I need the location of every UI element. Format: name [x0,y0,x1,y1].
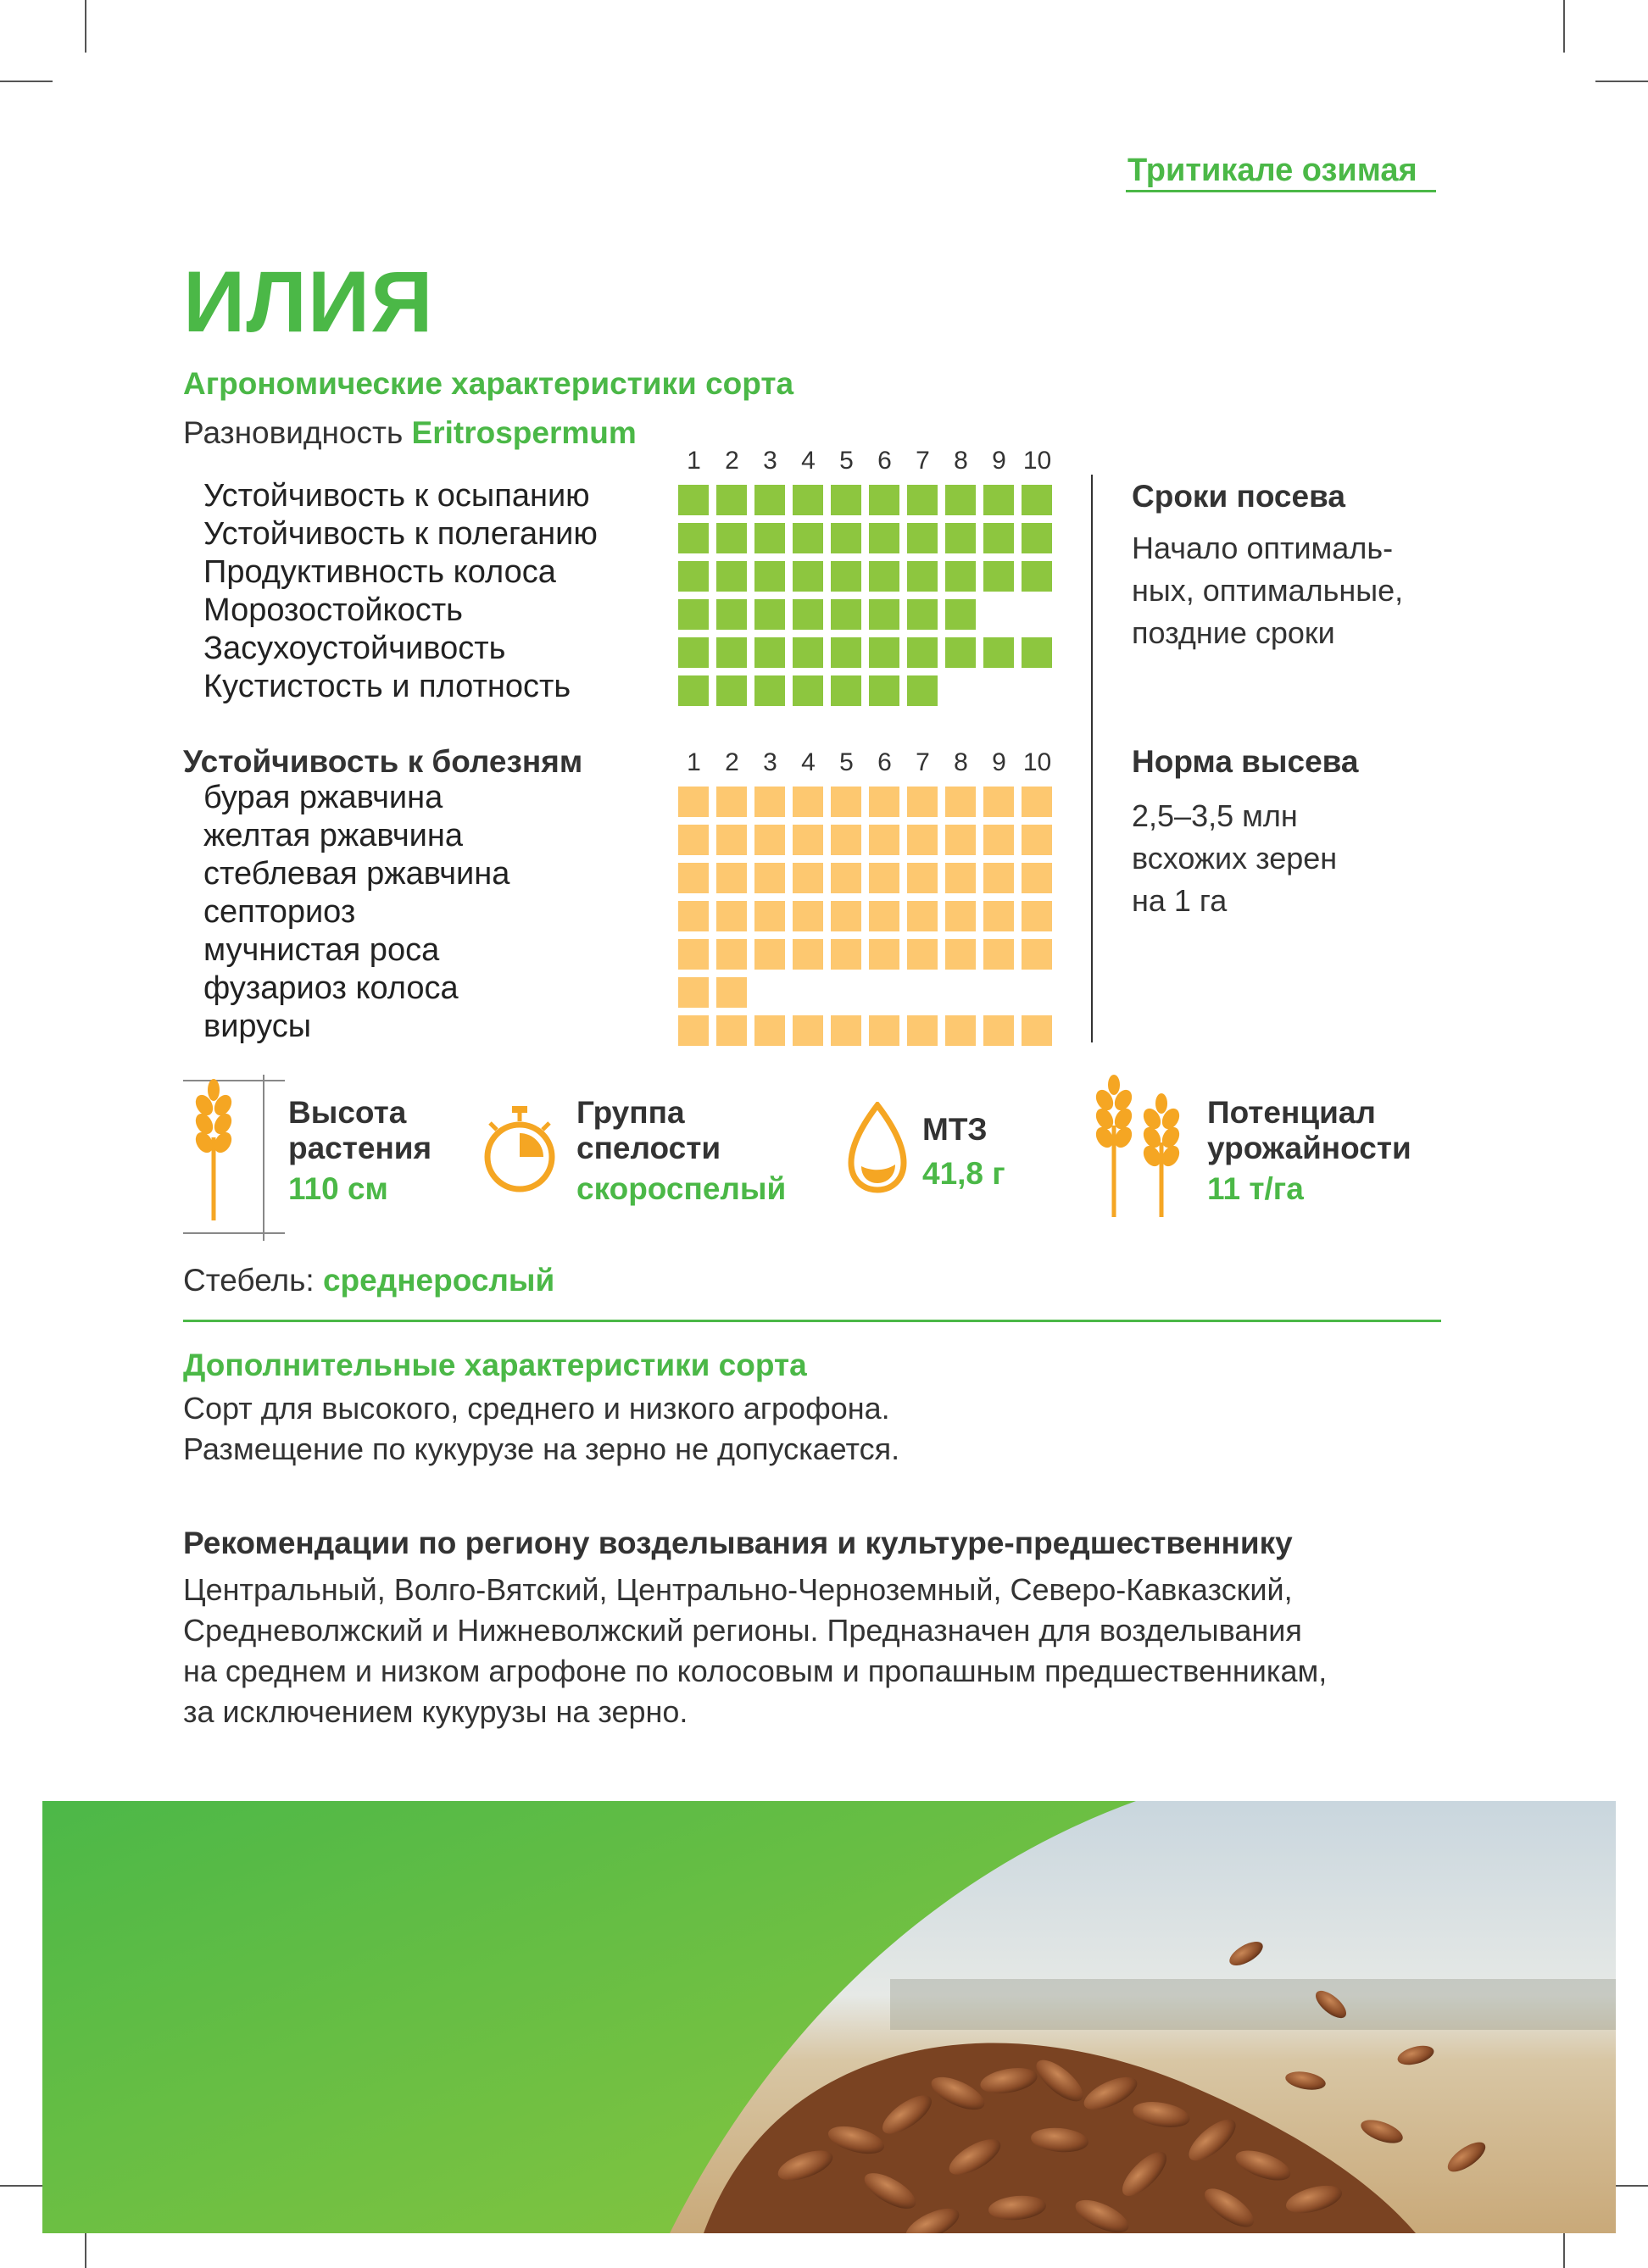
rating-cell [716,939,747,970]
scale-number: 1 [687,447,701,475]
rating-cell [716,787,747,817]
scale-number: 6 [877,748,892,776]
rating-cell [945,863,976,893]
tgw-value: 41,8 г [922,1156,1005,1191]
yield-title: урожайности [1207,1131,1411,1165]
rating-cell [1022,939,1052,970]
rating-cell [869,901,899,931]
rating-cell [831,675,861,706]
rating-row [678,863,1060,893]
rating-cell [907,901,938,931]
scale-number: 5 [839,447,854,475]
extra-text [183,1388,899,1470]
rating-cell [678,485,709,515]
rating-cell [716,561,747,592]
rating-cell [907,863,938,893]
scale-number: 8 [954,447,968,475]
rating-cell [983,637,1014,668]
scale-number: 9 [992,447,1006,475]
rating-cell [1022,523,1052,553]
yield-title: Потенциал [1207,1095,1376,1130]
height-title: Высота [288,1095,407,1130]
rating-cell [831,977,861,1008]
rating-label: Морозостойкость [203,592,463,628]
rating-label: Засухоустойчивость [203,631,506,666]
seeding-rate-line: 2,5–3,5 млн [1132,798,1298,833]
rating-row [678,825,1060,855]
rating-label: Кустистость и плотность [203,669,571,704]
rating-cell [907,637,938,668]
rating-cell [1022,863,1052,893]
crop-mark [1563,0,1565,53]
rating-cell [831,637,861,668]
rating-cell [907,825,938,855]
crop-underline [1126,190,1436,192]
rating-row [678,939,1060,970]
ripeness-title: спелости [576,1131,721,1165]
rating-cell [945,561,976,592]
rating-cell [869,523,899,553]
rating-cell [716,863,747,893]
stem-value: среднерослый [322,1263,555,1298]
rating-label: вирусы [203,1009,312,1044]
seeding-rate-line: всхожих зерен [1132,841,1338,876]
rating-cell [754,825,785,855]
rating-cell [983,825,1014,855]
rating-label: желтая ржавчина [203,818,464,853]
rating-cell [945,675,976,706]
rating-cell [793,523,823,553]
rating-cell [869,485,899,515]
rating-cell [869,977,899,1008]
scale-number: 10 [1022,748,1052,776]
variety-value: Eritrospermum [411,415,637,450]
extra-line: Размещение по кукурузе на зерно не допускается. [183,1431,900,1466]
wheat-ear-icon [188,1078,239,1222]
disease-scale [675,748,1056,777]
rating-cell [831,939,861,970]
rating-cell [831,863,861,893]
rating-row [678,901,1060,931]
rating-cell [831,825,861,855]
rating-cell [754,523,785,553]
grain-icon [848,1102,907,1193]
rating-cell [907,599,938,630]
rating-cell [793,561,823,592]
sowing-time-line: ных, оптимальные, [1132,573,1404,608]
rating-cell [793,863,823,893]
crop-mark [85,0,86,53]
seeding-rate-line: на 1 га [1132,883,1228,918]
rating-cell [1022,675,1052,706]
rating-row [678,637,1060,668]
sowing-time-line: поздние сроки [1132,615,1335,650]
rating-cell [678,637,709,668]
rating-cell [716,637,747,668]
rating-cell [793,675,823,706]
stem-label: Стебель: [183,1263,315,1298]
rating-row [678,485,1060,515]
rating-cell [945,637,976,668]
rating-cell [678,939,709,970]
rating-cell [869,863,899,893]
rating-cell [907,939,938,970]
rating-cell [716,901,747,931]
rating-cell [754,977,785,1008]
rating-cell [831,523,861,553]
rating-cell [754,485,785,515]
rating-cell [907,1015,938,1046]
rating-cell [907,977,938,1008]
rating-cell [793,485,823,515]
rating-row [678,675,1060,706]
wheat-pair-icon [1088,1075,1199,1219]
sowing-time-heading: Сроки посева [1132,479,1345,514]
recommendation-line: за исключением кукурузы на зерно. [183,1694,688,1729]
rating-cell [754,599,785,630]
scale-number: 2 [725,748,739,776]
rating-cell [831,787,861,817]
scale-number: 4 [801,447,816,475]
recommendation-line: Центральный, Волго-Вятский, Центрально-Черноземный, Северо-Кавказский, [183,1572,1293,1607]
rating-cell [1022,1015,1052,1046]
rating-cell [869,939,899,970]
rating-cell [754,863,785,893]
rating-cell [945,977,976,1008]
rating-cell [831,901,861,931]
agro-scale [675,447,1056,475]
seeding-rate-heading: Норма высева [1132,744,1359,779]
rating-cell [907,561,938,592]
yield-param [1207,1095,1411,1207]
rating-cell [831,561,861,592]
variety-label: Разновидность [183,415,404,450]
yield-value: 11 т/га [1207,1171,1304,1206]
rating-cell [983,561,1014,592]
rating-cell [983,863,1014,893]
rating-cell [793,787,823,817]
rating-cell [754,901,785,931]
rating-label: стеблевая ржавчина [203,856,510,892]
rating-cell [983,787,1014,817]
rating-cell [754,675,785,706]
rating-cell [907,485,938,515]
rating-cell [1022,599,1052,630]
rating-cell [1022,901,1052,931]
vertical-divider [1091,475,1093,1042]
scale-number: 3 [763,748,777,776]
rating-cell [869,561,899,592]
rating-cell [793,977,823,1008]
rating-cell [678,825,709,855]
recommendation-line: на среднем и низком агрофоне по колосовым и пропашным предшественникам, [183,1654,1328,1688]
rating-label: бурая ржавчина [203,780,443,815]
rating-cell [831,1015,861,1046]
rating-cell [793,599,823,630]
rating-label: Продуктивность колоса [203,554,556,590]
crop-mark [0,81,53,82]
rating-cell [754,637,785,668]
rating-cell [793,825,823,855]
rating-cell [983,1015,1014,1046]
stopwatch-icon [480,1104,560,1196]
ripeness-value: скороспелый [576,1171,787,1206]
rating-cell [869,675,899,706]
rating-cell [793,1015,823,1046]
rating-cell [678,977,709,1008]
rating-cell [869,599,899,630]
recommendations-heading: Рекомендации по региону возделывания и культуре-предшественнику [183,1526,1293,1560]
rating-cell [678,787,709,817]
rating-cell [716,675,747,706]
rating-cell [983,485,1014,515]
rating-cell [983,901,1014,931]
rating-label: септориоз [203,894,356,930]
rating-cell [983,599,1014,630]
rating-cell [983,939,1014,970]
rating-row [678,977,1060,1008]
rating-cell [678,901,709,931]
rating-cell [907,787,938,817]
rating-cell [831,485,861,515]
rating-label: мучнистая роса [203,932,440,968]
agro-heading: Агрономические характеристики сорта [183,366,794,401]
rating-cell [945,787,976,817]
recommendation-line: Средневолжский и Нижневолжский регионы. Предназначен для возделывания [183,1613,1302,1648]
rating-cell [678,675,709,706]
rating-row [678,787,1060,817]
scale-number: 5 [839,748,854,776]
scale-number: 7 [916,447,930,475]
scale-number: 7 [916,748,930,776]
recommendations-text [183,1570,1327,1732]
rating-cell [945,599,976,630]
seed-banner-image [42,1801,1616,2233]
rating-cell [907,523,938,553]
height-title: растения [288,1131,432,1165]
rating-cell [1022,561,1052,592]
variety-line [183,415,637,451]
rating-cell [716,825,747,855]
rating-cell [869,825,899,855]
section-divider [183,1320,1441,1322]
disease-heading: Устойчивость к болезням [183,744,583,779]
tgw-param [922,1112,1005,1192]
rating-label: Устойчивость к осыпанию [203,478,590,514]
scale-number: 8 [954,748,968,776]
rating-cell [945,901,976,931]
scale-number: 6 [877,447,892,475]
rating-cell [754,939,785,970]
scale-number: 1 [687,748,701,776]
rating-cell [869,637,899,668]
rating-cell [716,523,747,553]
rating-cell [1022,485,1052,515]
rating-cell [793,939,823,970]
rating-cell [716,977,747,1008]
rating-row [678,599,1060,630]
rating-cell [1022,825,1052,855]
rating-cell [831,599,861,630]
ripeness-title: Группа [576,1095,685,1130]
scale-number: 4 [801,748,816,776]
rating-cell [983,675,1014,706]
rating-cell [945,939,976,970]
rating-cell [754,787,785,817]
extra-line: Сорт для высокого, среднего и низкого агрофона. [183,1391,890,1426]
rating-cell [716,485,747,515]
rating-cell [945,523,976,553]
scale-number: 2 [725,447,739,475]
crop-name: Тритикале озимая [1127,153,1417,188]
ripeness-param [576,1095,786,1207]
rating-cell [716,599,747,630]
crop-mark [1595,81,1648,82]
height-param [288,1095,431,1207]
rating-cell [678,599,709,630]
scale-number: 10 [1022,447,1052,475]
rating-cell [945,825,976,855]
scale-number: 9 [992,748,1006,776]
sowing-time-line: Начало оптималь- [1132,531,1394,565]
rating-label: фузариоз колоса [203,970,459,1006]
rating-row [678,1015,1060,1046]
rating-cell [1022,637,1052,668]
rating-cell [678,523,709,553]
rating-cell [678,561,709,592]
rating-row [678,561,1060,592]
seeding-rate-text [1132,795,1337,922]
rating-cell [1022,787,1052,817]
rating-cell [716,1015,747,1046]
rating-cell [754,561,785,592]
rating-cell [945,485,976,515]
rating-cell [907,675,938,706]
rating-cell [678,1015,709,1046]
extra-heading: Дополнительные характеристики сорта [183,1348,807,1382]
rating-cell [869,1015,899,1046]
rating-row [678,523,1060,553]
rating-cell [678,863,709,893]
tgw-title: МТЗ [922,1112,988,1147]
rating-cell [754,1015,785,1046]
rating-cell [869,787,899,817]
rating-cell [945,1015,976,1046]
rating-cell [983,977,1014,1008]
rating-cell [1022,977,1052,1008]
rating-cell [983,523,1014,553]
rating-cell [793,901,823,931]
stem-line [183,1263,554,1298]
rating-label: Устойчивость к полеганию [203,516,598,552]
height-value: 110 см [288,1171,388,1206]
rating-cell [793,637,823,668]
variety-title: ИЛИЯ [183,253,434,350]
scale-number: 3 [763,447,777,475]
sowing-time-text [1132,527,1403,654]
